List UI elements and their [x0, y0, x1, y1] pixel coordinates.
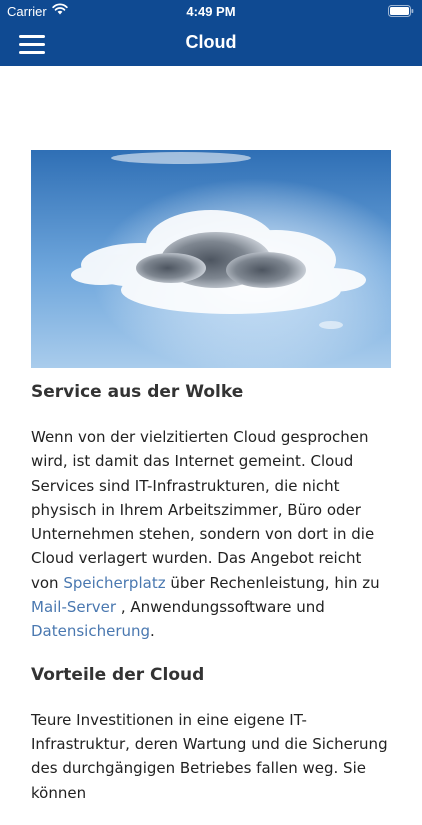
section-text: Teure Investitionen in eine eigene IT-Infrastruktur, deren Wartung und die Sicherung des durchgängigen Betriebes fallen weg. Sie können [31, 710, 388, 802]
status-bar [0, 0, 422, 22]
section-heading: Service aus der Wolke [31, 382, 244, 402]
section-heading: Vorteile der Cloud [31, 664, 205, 685]
page-title: Cloud [185, 32, 237, 52]
app-header [0, 0, 422, 66]
battery-icon [388, 5, 414, 17]
content-area [31, 150, 393, 825]
storage-link[interactable]: Speicherplatz [63, 573, 166, 592]
status-time: 4:49 PM [186, 4, 236, 19]
data-backup-link[interactable]: Datensicherung [31, 622, 151, 641]
mail-server-link[interactable]: Mail-Server [31, 598, 117, 617]
carrier-label: Carrier [7, 4, 47, 19]
cloud-hero-image [31, 150, 391, 368]
section-text: Wenn von der vielzitierten Cloud gesprochen wird, ist damit das Internet gemeint. Cloud Services sind IT-Infrastrukturen, die nicht physisch in Ihrem Arbeitszimmer, Büro oder Unternehmen stehen, sondern von dort in die Cloud verlagert wurden. Das Angebot reicht von Speicherplatz über Rechenleistung, hin zu Mail-Server , Anwendungssoftware und Datensicherung. [31, 428, 380, 641]
nav-bar [0, 22, 422, 66]
